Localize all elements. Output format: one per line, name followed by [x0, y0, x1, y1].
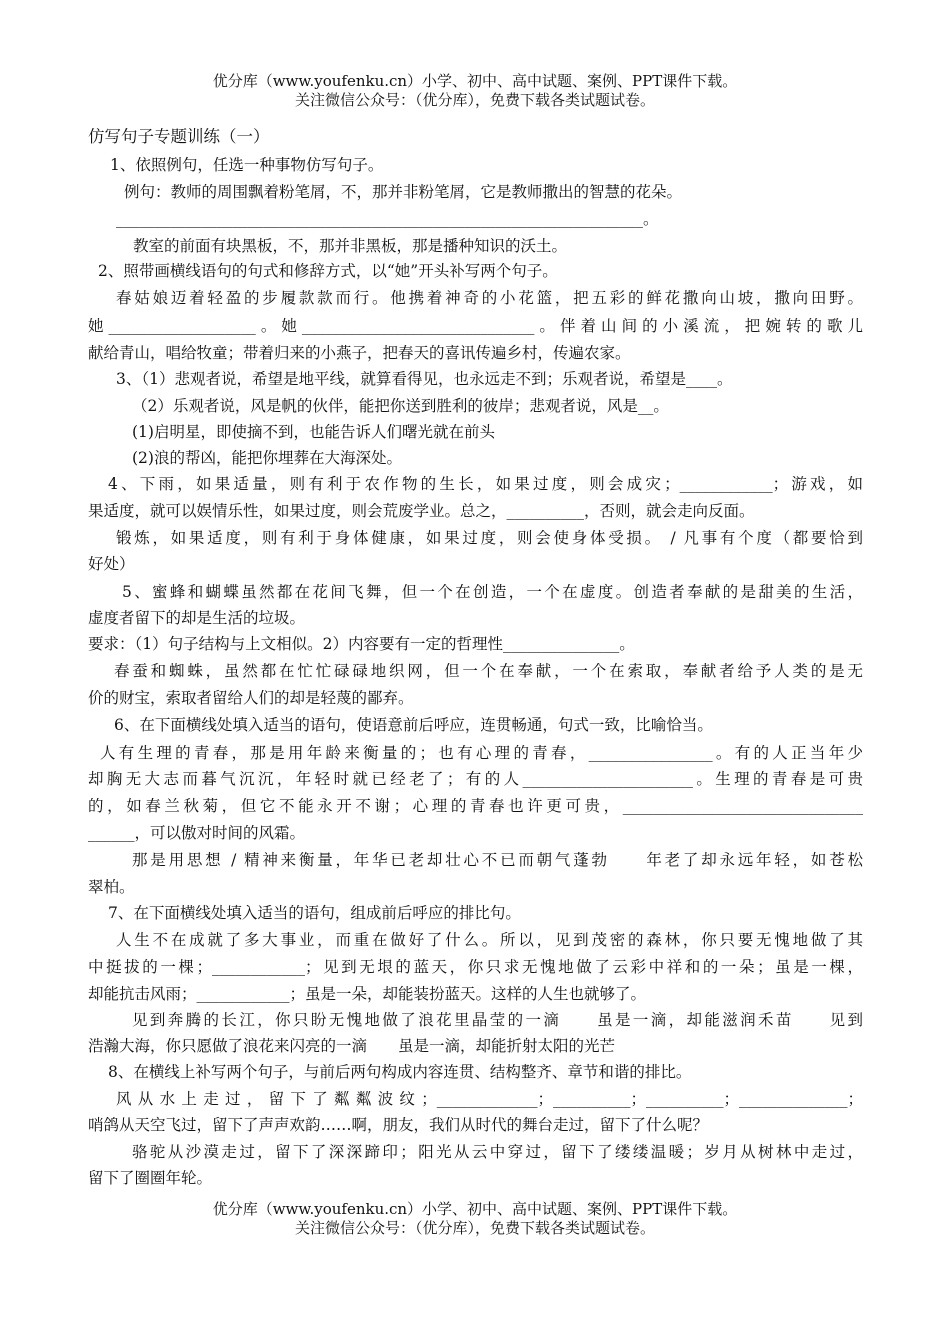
- q3-part1: 3、（1）悲观者说，希望是地平线，就算看得见，也永远走不到；乐观者说，希望是____。: [116, 370, 733, 388]
- q6-prompt: 6、在下面横线处填入适当的语句，使语意前后呼应，连贯畅通，句式一致，比喻恰当。: [114, 716, 713, 734]
- q4-answer: 锻炼，如果适度，则有利于身体健康，如果过度，则会使身体受损。 / 凡事有个度（都要恰到: [116, 529, 863, 547]
- q6-text: ______，可以傲对时间的风霜。: [88, 824, 306, 842]
- q2-text: 她___________________。她______________________________。伴着山间的小溪流，把婉转的歌儿: [88, 317, 863, 335]
- q4-text: 果适度，就可以娱情乐性，如果过度，则会荒废学业。总之，__________，否则，就会走向反面。: [88, 502, 755, 520]
- q7-text: 人生不在成就了多大事业，而重在做好了什么。所以，见到茂密的森林，你只要无愧地做了其: [116, 931, 863, 949]
- q6-answer: 翠柏。: [88, 878, 135, 896]
- q1-answer-blank: ____________________________________________________________________。: [116, 210, 659, 228]
- q7-prompt: 7、在下面横线处填入适当的语句，组成前后呼应的排比句。: [108, 904, 521, 922]
- page-title: 仿写句子专题训练（一）: [88, 127, 270, 146]
- q8-answer: 留下了圈圈年轮。: [88, 1169, 213, 1187]
- q5-answer: 价的财宝，索取者留给人们的却是轻蔑的鄙弃。: [88, 689, 414, 707]
- page-header: [0, 72, 950, 110]
- q5-text: 5、蜜蜂和蝴蝶虽然都在花间飞舞，但一个在创造，一个在虚度。创造者奉献的是甜美的生活，: [122, 583, 863, 601]
- q8-text: 风从水上走过，留下了粼粼波纹；_____________；__________；__________；______________；: [116, 1090, 863, 1108]
- q6-text: 人有生理的青春，那是用年龄来衡量的；也有心理的青春，________________。有的人正当年少: [100, 744, 863, 762]
- q4-answer: 好处）: [88, 555, 135, 573]
- q7-text: 中挺拔的一棵；____________；见到无垠的蓝天，你只求无愧地做了云彩中祥和的一朵；虽是一棵，: [88, 958, 863, 976]
- q2-prompt: 2、照带画横线语句的句式和修辞方式，以“她”开头补写两个句子。: [98, 262, 558, 280]
- q6-text: 却胸无大志而暮气沉沉，年轻时就已经老了；有的人______________________。生理的青春是可贵: [88, 770, 863, 788]
- q1-example: 例句：教师的周围飘着粉笔屑，不，那并非粉笔屑，它是教师撒出的智慧的花朵。: [124, 183, 683, 201]
- q5-text: 虚度者留下的却是生活的垃圾。: [88, 609, 306, 627]
- q2-text: 献给青山，唱给牧童；带着归来的小燕子，把春天的喜讯传遍乡村，传遍农家。: [88, 344, 631, 362]
- footer-line-1: 优分库（www.youfenku.cn）小学、初中、高中试题、案例、PPT课件下载。: [212, 1200, 738, 1218]
- q7-answer: 见到奔腾的长江，你只盼无愧地做了浪花里晶莹的一滴 虽是一滴，却能滋润禾苗 见到: [132, 1011, 863, 1029]
- q3-part2: （2）乐观者说，风是帆的伙伴，能把你送到胜利的彼岸；悲观者说，风是__。: [132, 397, 669, 415]
- q1-answer: 教室的前面有块黑板，不，那并非黑板，那是播种知识的沃土。: [133, 237, 568, 255]
- q8-answer: 骆驼从沙漠走过，留下了深深蹄印；阳光从云中穿过，留下了缕缕温暖；岁月从树林中走过，: [132, 1143, 863, 1161]
- q7-text: 却能抗击风雨；____________；虽是一朵，却能装扮蓝天。这样的人生也就够了。: [88, 985, 647, 1003]
- q5-requirements: 要求：（1）句子结构与上文相似。2）内容要有一定的哲理性_______________。: [88, 635, 635, 653]
- q7-answer: 浩瀚大海，你只愿做了浪花来闪亮的一滴 虽是一滴，却能折射太阳的光芒: [88, 1037, 616, 1055]
- q4-text: 4、下雨，如果适量，则有利于农作物的生长，如果过度，则会成灾；____________；游戏，如: [108, 475, 863, 493]
- q5-answer: 春蚕和蜘蛛，虽然都在忙忙碌碌地织网，但一个在奉献，一个在索取，奉献者给予人类的是无: [114, 662, 863, 680]
- q3-answer-2: (2)浪的帮凶，能把你埋葬在大海深处。: [132, 449, 402, 467]
- q8-prompt: 8、在横线上补写两个句子，与前后两句构成内容连贯、结构整齐、章节和谐的排比。: [108, 1063, 692, 1081]
- q8-text: 哨鸽从天空飞过，留下了声声欢韵……啊，朋友，我们从时代的舞台走过，留下了什么呢？: [88, 1116, 709, 1134]
- q6-text: 的，如春兰秋菊，但它不能永开不谢；心理的青春也许更可贵，_______________________________: [88, 797, 863, 815]
- header-line-1: 优分库（www.youfenku.cn）小学、初中、高中试题、案例、PPT课件下载。: [212, 72, 738, 90]
- q6-answer: 那是用思想 / 精神来衡量，年华已老却壮心不已而朝气蓬勃 年老了却永远年轻，如苍松: [132, 851, 863, 869]
- header-line-2: 关注微信公众号：（优分库），免费下载各类试题试卷。: [294, 91, 655, 109]
- q1-prompt: 1、依照例句，任选一种事物仿写句子。: [110, 156, 384, 174]
- page-footer: [0, 1200, 950, 1238]
- footer-line-2: 关注微信公众号：（优分库），免费下载各类试题试卷。: [294, 1219, 655, 1237]
- q3-answer-1: (1)启明星，即使摘不到，也能告诉人们曙光就在前头: [132, 423, 495, 441]
- q2-text: 春姑娘迈着轻盈的步履款款而行。他携着神奇的小花篮，把五彩的鲜花撒向山坡，撒向田野。: [116, 289, 863, 307]
